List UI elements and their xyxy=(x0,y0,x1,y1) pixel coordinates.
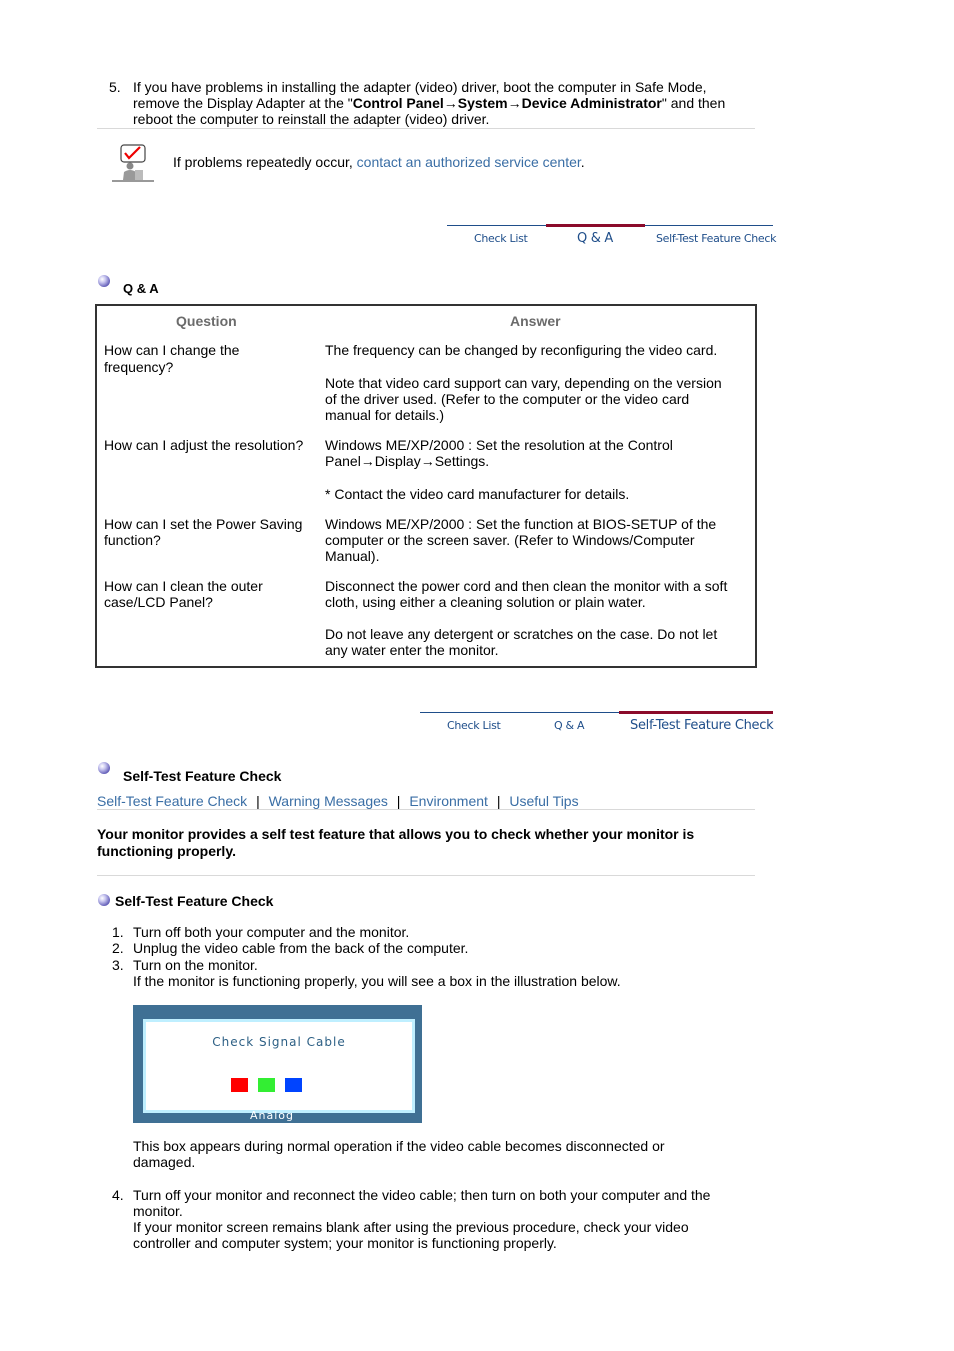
note-suffix: . xyxy=(580,154,585,170)
step-text: monitor. xyxy=(133,1203,183,1219)
box-description: This box appears during normal operation if the video cable becomes disconnected or xyxy=(133,1138,665,1154)
divider xyxy=(97,809,755,810)
check-signal-cable-illustration xyxy=(133,1005,422,1123)
green-square xyxy=(258,1078,275,1092)
answer-text: Panel→Display→Settings. xyxy=(325,453,490,469)
step-text: Unplug the video cable from the back of the computer. xyxy=(133,940,469,956)
question-text: How can I clean the outer xyxy=(104,578,263,594)
bullet-icon xyxy=(98,275,110,287)
answer-text: any water enter the monitor. xyxy=(325,642,499,658)
message-box xyxy=(143,1019,415,1113)
step-text: controller and computer system; your monitor is functioning properly. xyxy=(133,1235,557,1251)
step5-line3: reboot the computer to reinstall the adapter (video) driver. xyxy=(133,111,490,127)
nav-link-environment[interactable]: Environment xyxy=(409,793,488,809)
question-text: frequency? xyxy=(104,359,174,375)
column-header-answer: Answer xyxy=(510,313,561,329)
nav-separator: | xyxy=(496,793,501,809)
answer-text: computer or the screen saver. (Refer to Windows/Computer xyxy=(325,532,695,548)
tab-check-list[interactable]: Check List xyxy=(447,225,546,249)
bullet-icon xyxy=(98,894,110,906)
divider xyxy=(97,128,755,129)
note-icon xyxy=(111,144,155,182)
nav-link-warning-messages[interactable]: Warning Messages xyxy=(268,793,388,809)
intro-text: functioning properly. xyxy=(97,843,236,859)
question-text: case/LCD Panel? xyxy=(104,594,213,610)
selftest-nav xyxy=(97,793,579,809)
divider xyxy=(97,875,755,876)
answer-text: manual for details.) xyxy=(325,407,445,423)
answer-text: Windows ME/XP/2000 : Set the resolution at the Control xyxy=(325,437,673,453)
question-text: How can I adjust the resolution? xyxy=(104,437,304,453)
list-number: 4. xyxy=(112,1187,124,1203)
answer-text: cloth, using either a cleaning solution or plain water. xyxy=(325,594,646,610)
step-text: Turn off your monitor and reconnect the video cable; then turn on both your computer and the xyxy=(133,1187,711,1203)
list-number: 1. xyxy=(112,924,124,940)
answer-text: of the driver used. (Refer to the computer or the video card xyxy=(325,391,690,407)
intro-text: Your monitor provides a self test feature that allows you to check whether your monitor is xyxy=(97,826,695,842)
step5-line1: If you have problems in installing the adapter (video) driver, boot the computer in Safe Mode, xyxy=(133,79,707,95)
nav-separator: | xyxy=(256,793,260,809)
nav-link-self-test[interactable]: Self-Test Feature Check xyxy=(97,793,248,809)
step5-text: remove the Display Adapter at the " xyxy=(133,95,353,111)
section-tab-bar xyxy=(420,712,773,736)
service-center-link[interactable]: contact an authorized service center xyxy=(356,154,581,170)
note-text xyxy=(173,154,585,170)
red-square xyxy=(231,1078,248,1092)
bullet-icon xyxy=(98,762,110,774)
tab-qa[interactable]: Q & A xyxy=(519,712,619,736)
analog-label: Analog xyxy=(250,1109,295,1122)
answer-text: The frequency can be changed by reconfiguring the video card. xyxy=(325,342,718,358)
section-tab-bar xyxy=(447,225,777,249)
control-panel-path: Control Panel→System→Device Administrator xyxy=(352,95,662,111)
blue-square xyxy=(285,1078,302,1092)
nav-separator: | xyxy=(396,793,401,809)
step5-text: " and then xyxy=(661,95,726,111)
step-text: If your monitor screen remains blank after using the previous procedure, check your video xyxy=(133,1219,689,1235)
tab-qa[interactable]: Q & A xyxy=(546,225,645,249)
answer-text: Note that video card support can vary, depending on the version xyxy=(325,375,722,391)
note-prefix: If problems repeatedly occur, xyxy=(173,154,353,170)
answer-text: Disconnect the power cord and then clean the monitor with a soft xyxy=(325,578,728,594)
qa-heading: Q & A xyxy=(123,281,159,296)
selftest-heading: Self-Test Feature Check xyxy=(123,768,282,784)
question-text: How can I set the Power Saving xyxy=(104,516,303,532)
tab-check-list[interactable]: Check List xyxy=(420,712,519,736)
box-description: damaged. xyxy=(133,1154,196,1170)
step-text: If the monitor is functioning properly, you will see a box in the illustration below. xyxy=(133,973,621,989)
step-text: Turn on the monitor. xyxy=(133,957,258,973)
column-header-question: Question xyxy=(176,313,237,329)
question-text: function? xyxy=(104,532,161,548)
answer-text: * Contact the video card manufacturer for details. xyxy=(325,486,630,502)
tab-self-test[interactable]: Self-Test Feature Check xyxy=(619,712,773,736)
list-number: 5. xyxy=(109,79,121,95)
signal-message: Check Signal Cable xyxy=(212,1035,346,1049)
step5-line2 xyxy=(133,95,725,111)
answer-text: Manual). xyxy=(325,548,380,564)
question-text: How can I change the xyxy=(104,342,240,358)
answer-text: Windows ME/XP/2000 : Set the function at BIOS-SETUP of the xyxy=(325,516,717,532)
tab-self-test[interactable]: Self-Test Feature Check xyxy=(645,225,773,249)
answer-text: Do not leave any detergent or scratches on the case. Do not let xyxy=(325,626,718,642)
list-number: 3. xyxy=(112,957,124,973)
step-text: Turn off both your computer and the monitor. xyxy=(133,924,410,940)
nav-link-useful-tips[interactable]: Useful Tips xyxy=(509,793,579,809)
list-number: 2. xyxy=(112,940,124,956)
selftest-subheading: Self-Test Feature Check xyxy=(115,893,274,909)
